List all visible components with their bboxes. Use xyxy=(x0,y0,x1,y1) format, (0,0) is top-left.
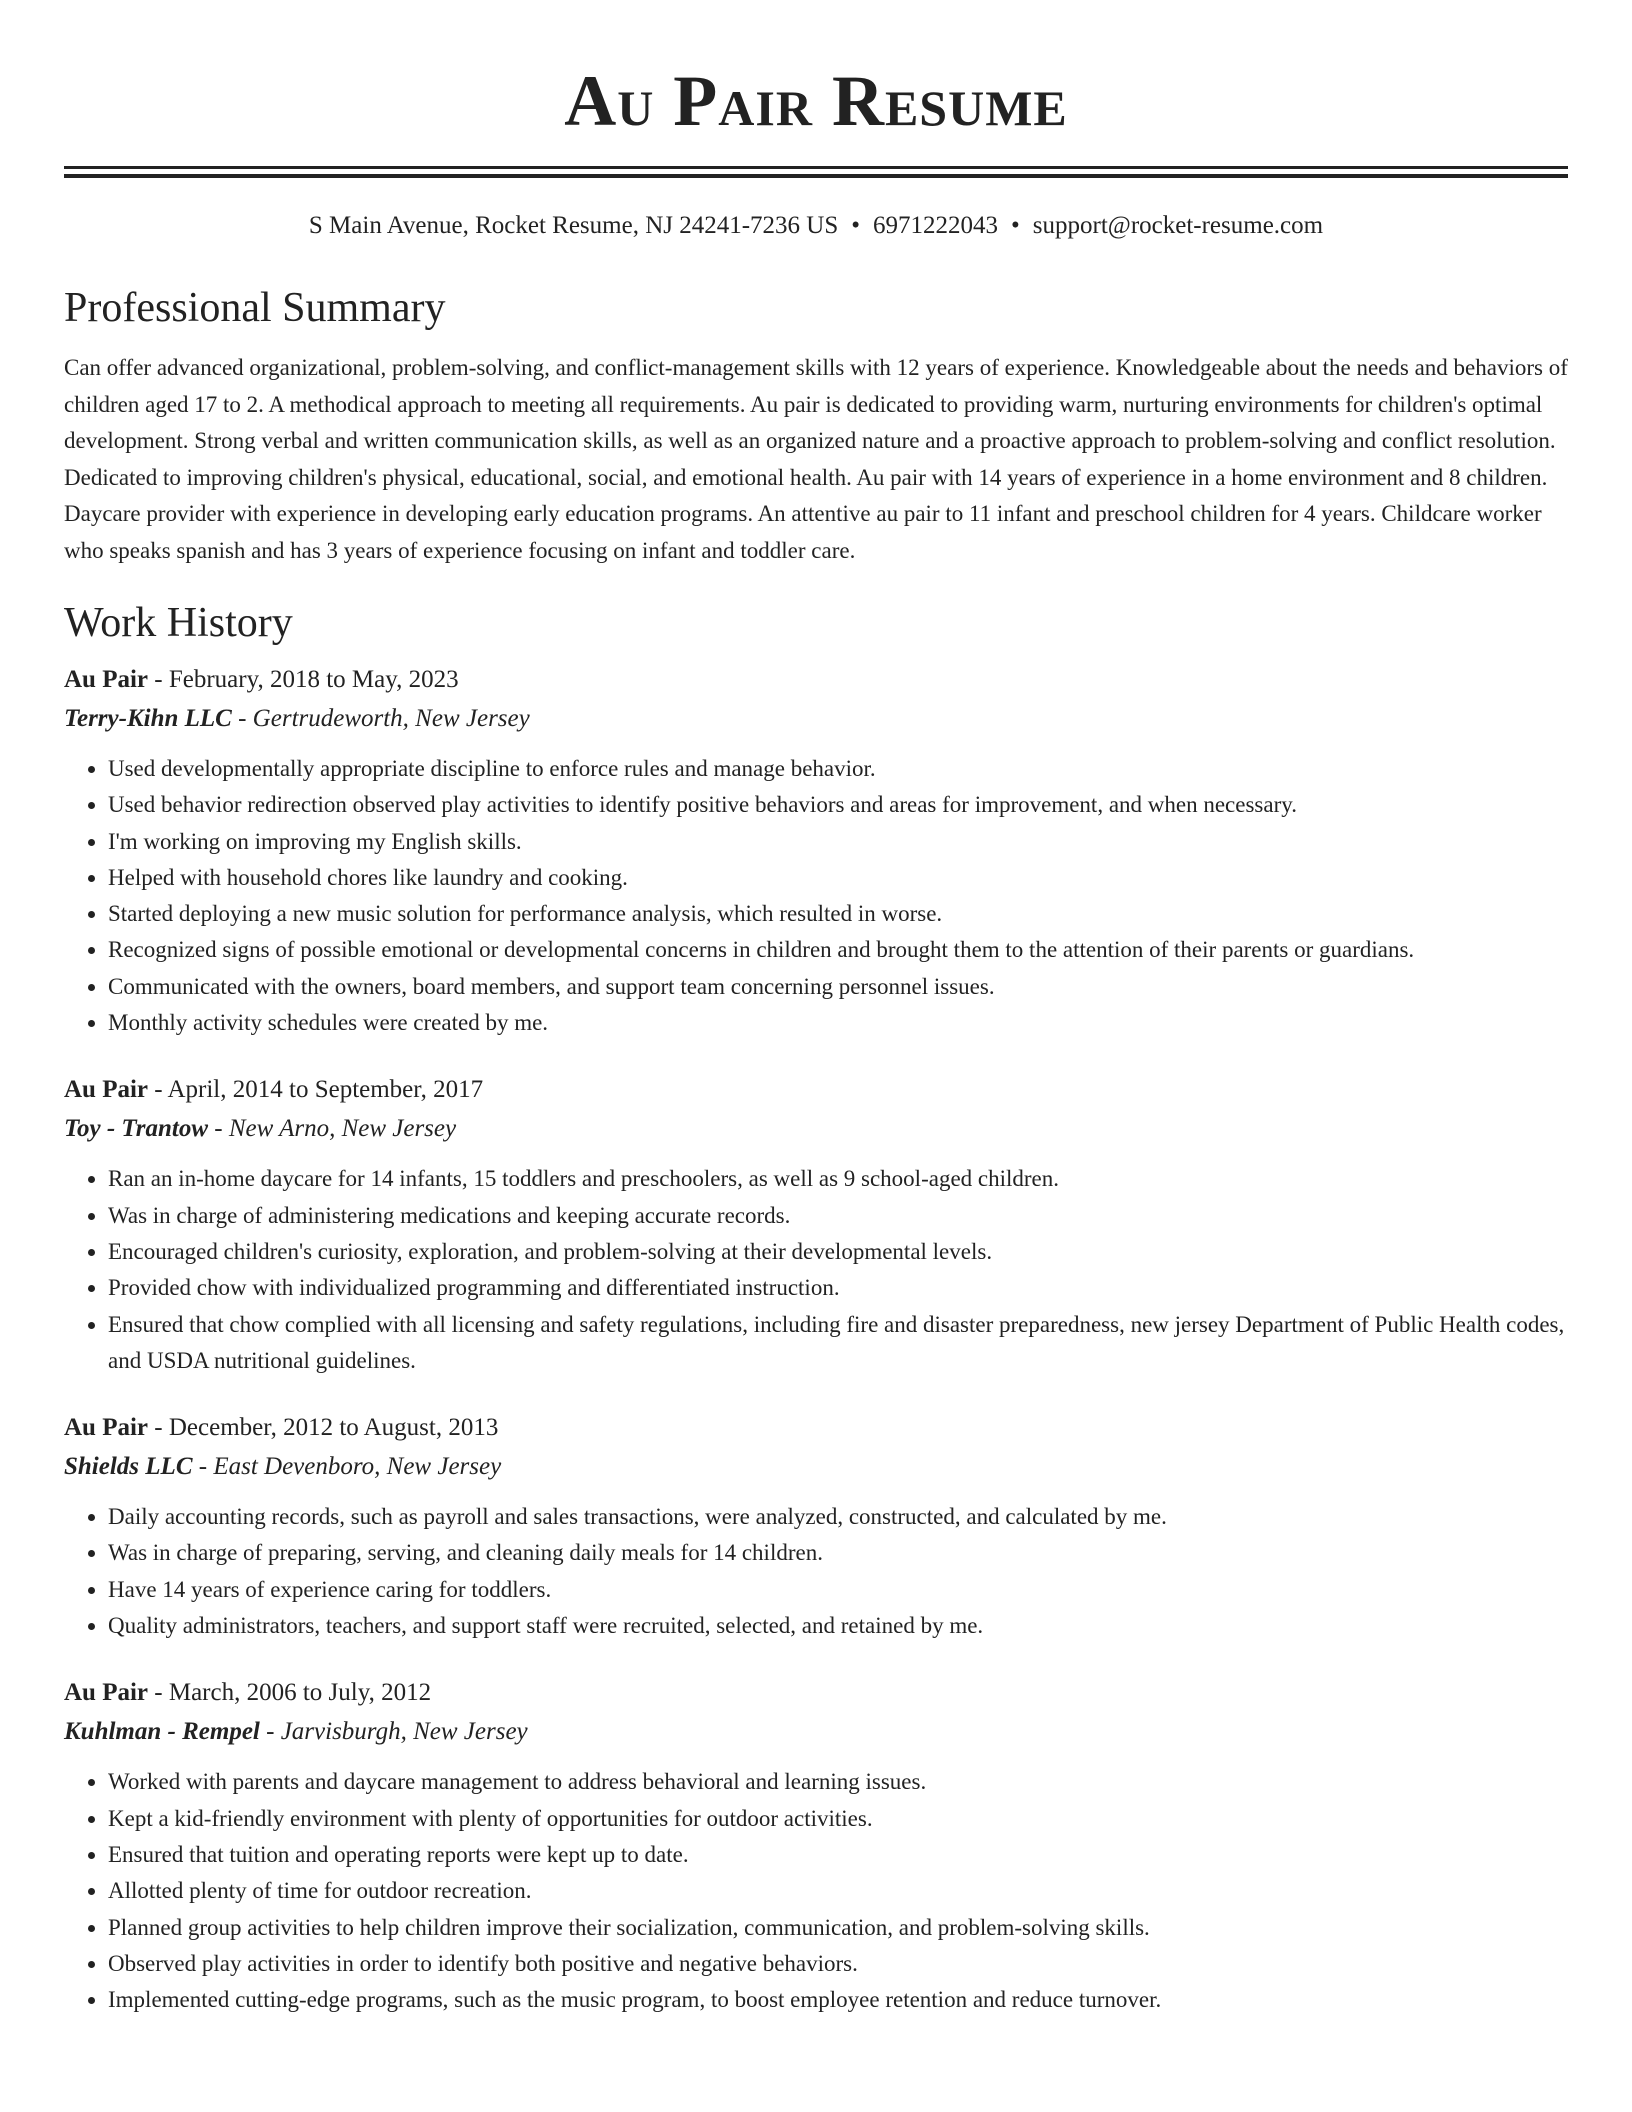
job-bullet: • Used developmentally appropriate discipline to enforce rules and manage behavior. xyxy=(108,751,1568,787)
job-bullet: • Implemented cutting-edge programs, such as the music program, to boost employee retention and reduce turnover. xyxy=(108,1982,1568,2018)
job-bullet: • Quality administrators, teachers, and support staff were recruited, selected, and retained by me. xyxy=(108,1608,1568,1644)
job-bullet: • Ensured that chow complied with all licensing and safety regulations, including fire and disaster preparedness, new jersey Department of Public Health codes, and USDA nutritional guidelines. xyxy=(108,1307,1568,1380)
contact-address: S Main Avenue, Rocket Resume, NJ 24241-7236 US xyxy=(308,212,839,239)
job-title-line xyxy=(64,1071,1568,1109)
job-bullet: • Recognized signs of possible emotional or developmental concerns in children and brought them to the attention of their parents or guardians. xyxy=(108,932,1568,968)
job-entry xyxy=(64,1674,1568,2018)
job-title-line xyxy=(64,1409,1568,1447)
job-location: - East Devenboro, New Jersey xyxy=(192,1453,502,1481)
job-bullet: • Used behavior redirection observed play activities to identify positive behaviors and areas for improvement, and when necessary. xyxy=(108,787,1568,823)
job-entry xyxy=(64,661,1568,1041)
summary-text: Can offer advanced organizational, problem-solving, and conflict-management skills with 12 years of experience. Knowledgeable about the needs and behaviors of children aged 17 to 2. A methodical approach to meeting all requirements. Au pair is dedicated to providing warm, nurturing environments for children's optimal development. Strong verbal and written communication skills, as well as an organized nature and a proactive approach to problem-solving and conflict resolution. Dedicated to improving children's physical, educational, social, and emotional health. Au pair with 14 years of experience in a home environment and 8 children. Daycare provider with experience in developing early education programs. An attentive au pair to 11 infant and preschool children for 4 years. Childcare worker who speaks spanish and has 3 years of experience focusing on infant and toddler care. xyxy=(64,355,1568,563)
job-role: Au Pair xyxy=(64,1414,149,1442)
job-bullet: • Worked with parents and daycare management to address behavioral and learning issues. xyxy=(108,1764,1568,1800)
job-title-line xyxy=(64,1674,1568,1712)
job-dates: - December, 2012 to August, 2013 xyxy=(148,1414,499,1442)
job-bullet: • Kept a kid-friendly environment with plenty of opportunities for outdoor activities. xyxy=(108,1801,1568,1837)
job-bullets xyxy=(64,1764,1568,2018)
job-bullets xyxy=(64,751,1568,1041)
job-bullet: • Ran an in-home daycare for 14 infants, 15 toddlers and preschoolers, as well as 9 school-aged children. xyxy=(108,1161,1568,1197)
job-title-line xyxy=(64,661,1568,699)
contact-separator: • xyxy=(1011,212,1020,239)
job-company: Kuhlman - Rempel xyxy=(64,1718,260,1746)
job-bullet: • Ensured that tuition and operating reports were kept up to date. xyxy=(108,1837,1568,1873)
job-location: - Gertrudeworth, New Jersey xyxy=(231,705,530,732)
job-bullets xyxy=(64,1499,1568,1644)
job-dates: - March, 2006 to July, 2012 xyxy=(148,1679,432,1707)
job-bullet: • Observed play activities in order to identify both positive and negative behaviors. xyxy=(108,1946,1568,1982)
work-history-heading: Work History xyxy=(64,600,293,646)
job-location: - New Arno, New Jersey xyxy=(208,1115,457,1143)
job-company-line xyxy=(64,1447,1568,1487)
job-dates: - February, 2018 to May, 2023 xyxy=(148,666,459,693)
job-bullet: • Allotted plenty of time for outdoor recreation. xyxy=(108,1873,1568,1909)
job-entry xyxy=(64,1071,1568,1379)
job-entry xyxy=(64,1409,1568,1644)
job-company-line xyxy=(64,1712,1568,1752)
job-bullet: • Communicated with the owners, board members, and support team concerning personnel issues. xyxy=(108,969,1568,1005)
job-role: Au Pair xyxy=(64,1679,149,1707)
summary-heading: Professional Summary xyxy=(64,285,446,331)
job-bullet: • Have 14 years of experience caring for toddlers. xyxy=(108,1572,1568,1608)
contact-line xyxy=(64,210,1568,242)
title-divider-thick xyxy=(64,166,1568,169)
job-bullet: • I'm working on improving my English skills. xyxy=(108,824,1568,860)
title-divider-thin xyxy=(64,174,1568,178)
resume-title: Au Pair Resume xyxy=(564,61,1068,141)
job-dates: - April, 2014 to September, 2017 xyxy=(148,1076,484,1104)
job-bullet: • Encouraged children's curiosity, exploration, and problem-solving at their developmental levels. xyxy=(108,1234,1568,1270)
job-bullet: • Monthly activity schedules were created by me. xyxy=(108,1005,1568,1041)
job-bullet: • Started deploying a new music solution for performance analysis, which resulted in worse. xyxy=(108,896,1568,932)
contact-phone: 6971222043 xyxy=(873,212,999,239)
job-bullets xyxy=(64,1161,1568,1379)
job-bullet: • Was in charge of administering medications and keeping accurate records. xyxy=(108,1198,1568,1234)
job-bullet: • Daily accounting records, such as payroll and sales transactions, were analyzed, constructed, and calculated by me. xyxy=(108,1499,1568,1535)
resume-page xyxy=(64,0,1568,2018)
job-company-line xyxy=(64,699,1568,739)
job-bullet: • Helped with household chores like laundry and cooking. xyxy=(108,860,1568,896)
job-company: Terry-Kihn LLC xyxy=(64,705,232,732)
contact-separator: • xyxy=(851,212,861,239)
job-role: Au Pair xyxy=(64,1076,149,1104)
job-bullet: • Provided chow with individualized programming and differentiated instruction. xyxy=(108,1270,1568,1306)
contact-email: support@rocket-resume.com xyxy=(1032,212,1324,239)
job-bullet: • Was in charge of preparing, serving, and cleaning daily meals for 14 children. xyxy=(108,1535,1568,1571)
job-company: Shields LLC xyxy=(64,1453,193,1481)
job-role: Au Pair xyxy=(64,666,149,693)
job-bullet: • Planned group activities to help children improve their socialization, communication, and problem-solving skills. xyxy=(108,1910,1568,1946)
job-company: Toy - Trantow xyxy=(64,1115,208,1143)
job-location: - Jarvisburgh, New Jersey xyxy=(259,1718,528,1746)
job-company-line xyxy=(64,1109,1568,1149)
